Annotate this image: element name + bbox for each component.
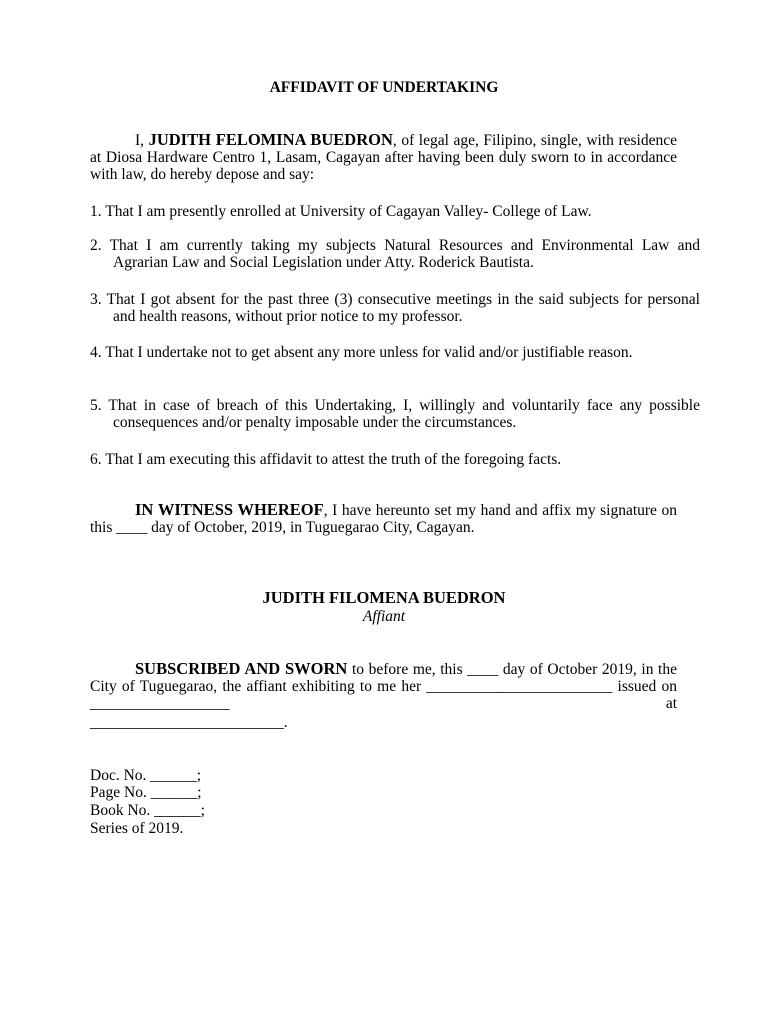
item-6: 6. That I am executing this affidavit to attest the truth of the foregoing facts. — [90, 451, 562, 468]
item-1: 1. That I am presently enrolled at University of Cagayan Valley- College of Law. — [90, 203, 592, 220]
witness-paragraph — [90, 501, 677, 536]
item-3: 3. That I got absent for the past three (3) consecutive meetings in the said subjects for personal and health reasons, without prior notice to my professor. — [90, 291, 700, 325]
page-number: Page No. ______; — [90, 784, 202, 801]
intro-prefix: I, — [135, 132, 149, 149]
affiant-role: Affiant — [362, 608, 406, 625]
book-number: Book No. ______; — [90, 802, 205, 819]
jurat-lead: SUBSCRIBED AND SWORN — [135, 659, 348, 678]
deponent-name: JUDITH FELOMINA BUEDRON — [148, 130, 393, 149]
jurat-text: to before me, this ____ day of October 2019, in the City of Tuguegarao, the affiant exhibiting to me her ________________________ issued on __________________ at — [90, 661, 677, 712]
item-4: 4. That I undertake not to get absent any more unless for valid and/or justifiable reason. — [90, 344, 633, 361]
document-title: AFFIDAVIT OF UNDERTAKING — [269, 79, 499, 96]
witness-lead: IN WITNESS WHEREOF — [135, 500, 324, 519]
item-5: 5. That in case of breach of this Undertaking, I, willingly and voluntarily face any possible consequences and/or penalty imposable under the circumstances. — [90, 397, 700, 431]
affiant-name: JUDITH FILOMENA BUEDRON — [262, 588, 506, 607]
jurat-paragraph — [90, 660, 677, 712]
witness-text: , I have hereunto set my hand and affix my signature on this ____ day of October, 2019, in Tuguegarao City, Cagayan. — [90, 502, 677, 536]
intro-paragraph — [90, 131, 677, 183]
item-2: 2. That I am currently taking my subjects Natural Resources and Environmental Law and Agrarian Law and Social Legislation under Atty. Roderick Bautista. — [90, 237, 700, 271]
intro-text: , of legal age, Filipino, single, with residence at Diosa Hardware Centro 1, Lasam, Cagayan after having been duly sworn to in accordance with law, do hereby depose and say: — [90, 132, 677, 183]
jurat-last-line: _________________________. — [90, 714, 288, 731]
series-year: Series of 2019. — [90, 820, 184, 837]
doc-number: Doc. No. ______; — [90, 767, 202, 784]
